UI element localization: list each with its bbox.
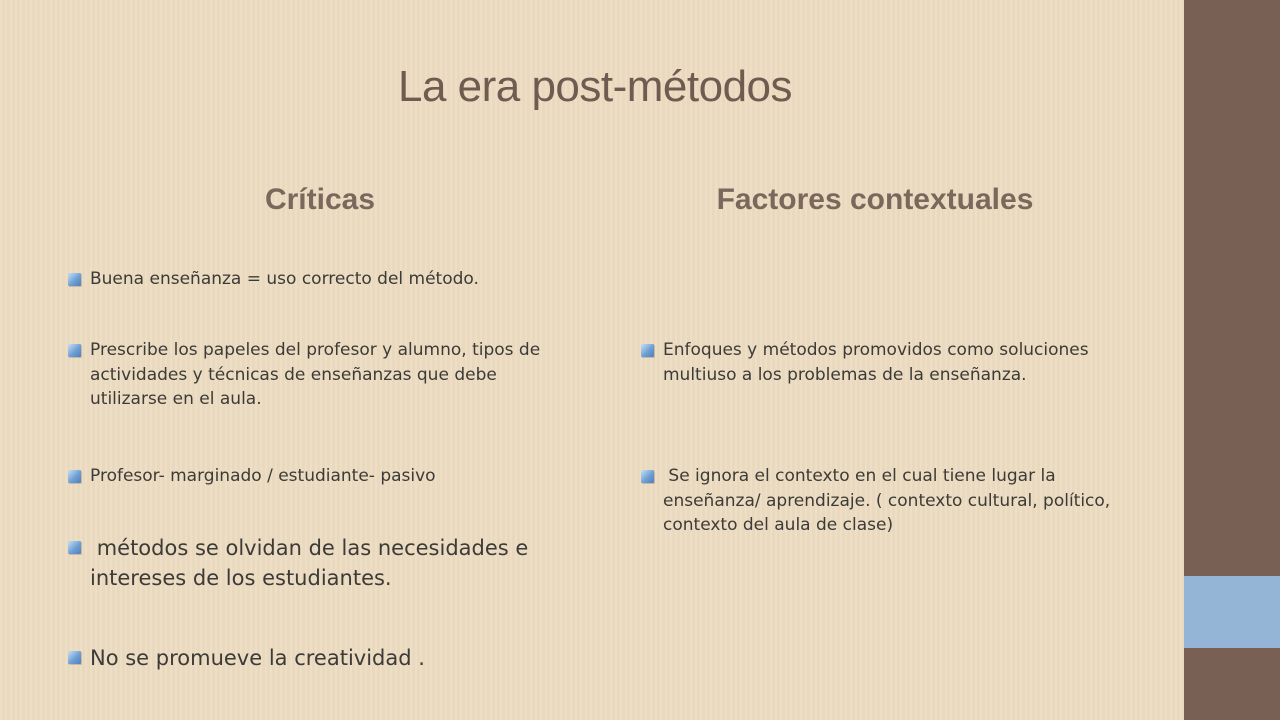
- list-item-text: Se ignora el contexto en el cual tiene lugar la enseñanza/ aprendizaje. ( contexto cultural, político, contexto del aula de clase): [663, 466, 1116, 536]
- list-item: [68, 533, 560, 594]
- list-item: [68, 338, 560, 412]
- list-item-text: Prescribe los papeles del profesor y alumno, tipos de actividades y técnicas de enseñanzas que debe utilizarse en el aula.: [90, 340, 541, 410]
- list-item: [68, 464, 560, 489]
- side-accent-block: [1184, 576, 1280, 648]
- square-bullet-icon: [68, 541, 81, 554]
- square-bullet-icon: [68, 344, 81, 357]
- list-item-text: Buena enseñanza = uso correcto del método.: [90, 269, 479, 289]
- list-item-text: No se promueve la creatividad .: [90, 646, 425, 670]
- list-item: [641, 464, 1116, 538]
- list-item-text: métodos se olvidan de las necesidades e intereses de los estudiantes.: [90, 536, 535, 591]
- left-column-heading: Críticas: [264, 183, 376, 216]
- square-bullet-icon: [68, 651, 81, 664]
- right-column-heading: Factores contextuales: [716, 183, 1034, 216]
- list-item-text: Enfoques y métodos promovidos como soluciones multiuso a los problemas de la enseñanza.: [663, 340, 1089, 385]
- list-item: [641, 338, 1113, 387]
- list-item-text: Profesor- marginado / estudiante- pasivo: [90, 466, 436, 486]
- square-bullet-icon: [68, 273, 81, 286]
- square-bullet-icon: [641, 470, 654, 483]
- list-item: [68, 643, 560, 673]
- square-bullet-icon: [68, 470, 81, 483]
- square-bullet-icon: [641, 344, 654, 357]
- list-item: [68, 267, 560, 292]
- slide-title: La era post-métodos: [397, 62, 793, 111]
